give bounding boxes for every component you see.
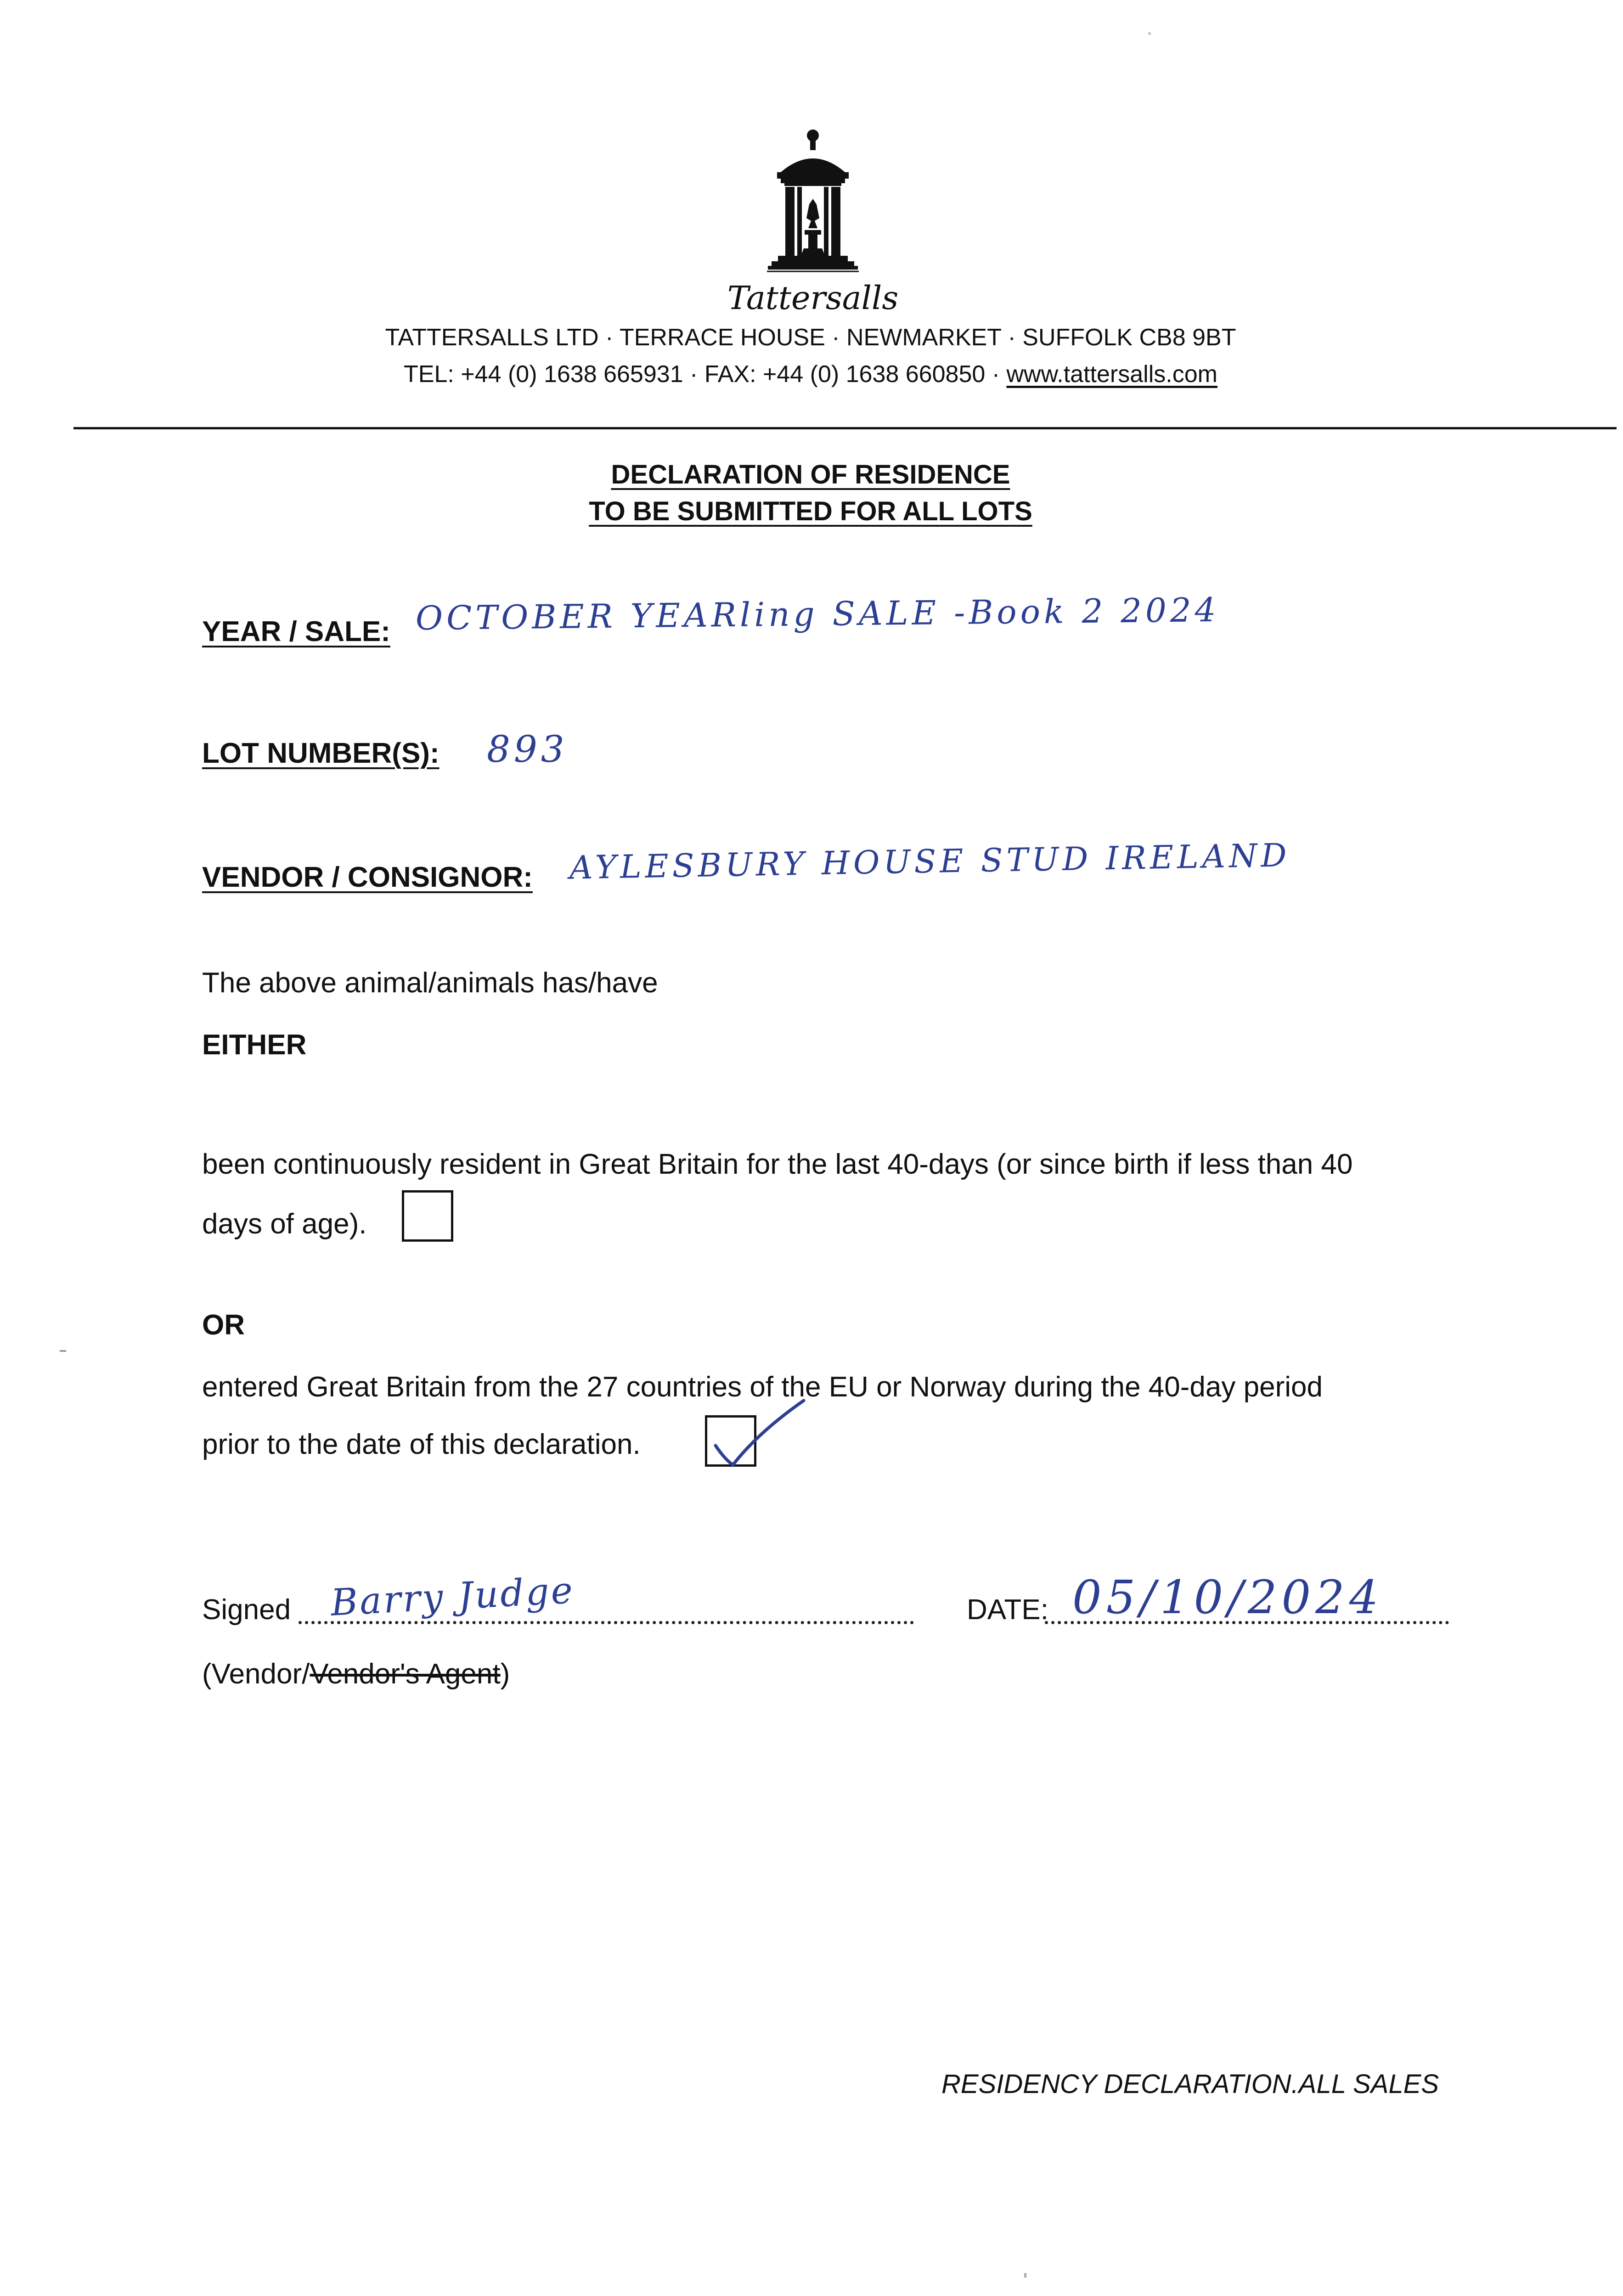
date-label: DATE: [967,1594,1048,1626]
company-contact-line [276,360,1346,388]
role-struck-out: Vendor's Agent [310,1658,501,1690]
signed-label: Signed [202,1594,291,1626]
role-prefix: (Vendor/ [202,1658,310,1690]
option1-text-line2: days of age). [202,1208,367,1240]
form-title-line2: TO BE SUBMITTED FOR ALL LOTS [589,496,1032,526]
option2-text-line2: prior to the date of this declaration. [202,1429,641,1460]
scan-speck [60,1350,66,1352]
lot-numbers-label: LOT NUMBER(S): [202,737,440,769]
option2-checkmark-icon [707,1391,808,1469]
vendor-consignor-label: VENDOR / CONSIGNOR: [202,861,533,893]
footer-form-reference: RESIDENCY DECLARATION.ALL SALES [941,2069,1439,2099]
company-address: TATTERSALLS LTD · TERRACE HOUSE · NEWMARKET · SUFFOLK CB8 9BT [385,324,1236,351]
role-suffix: ) [500,1658,510,1690]
date-value: 05/10/2024 [1072,1570,1383,1624]
tattersalls-logo-icon [767,126,859,278]
signer-role [202,1658,510,1690]
year-sale-value: OCTOBER YEARling SALE -Book 2 2024 [415,590,1220,638]
option1-checkbox[interactable] [402,1190,453,1242]
signature-value: Barry Judge [329,1569,576,1624]
lot-numbers-value: 893 [487,728,568,771]
year-sale-label: YEAR / SALE: [202,616,390,647]
or-label: OR [202,1309,245,1341]
header-divider [73,427,1617,429]
option2-text-line1: entered Great Britain from the 27 countries of the EU or Norway during the 40-day period [202,1371,1323,1403]
form-title-line1: DECLARATION OF RESIDENCE [611,460,1010,490]
scan-speck [1148,32,1151,35]
vendor-consignor-value: AYLESBURY HOUSE STUD IRELAND [569,836,1291,887]
either-label: EITHER [202,1029,307,1061]
company-name: Tattersalls [727,279,899,317]
option1-text-line1: been continuously resident in Great Britain for the last 40-days (or since birth if less than 40 [202,1148,1353,1180]
contact-details: TEL: +44 (0) 1638 665931 · FAX: +44 (0) 1638 660850 · [404,361,1007,388]
declaration-intro: The above animal/animals has/have [202,967,658,999]
scan-speck [1024,2273,1026,2278]
signature-dotted-line [299,1621,914,1624]
website-link[interactable]: www.tattersalls.com [1006,361,1217,388]
